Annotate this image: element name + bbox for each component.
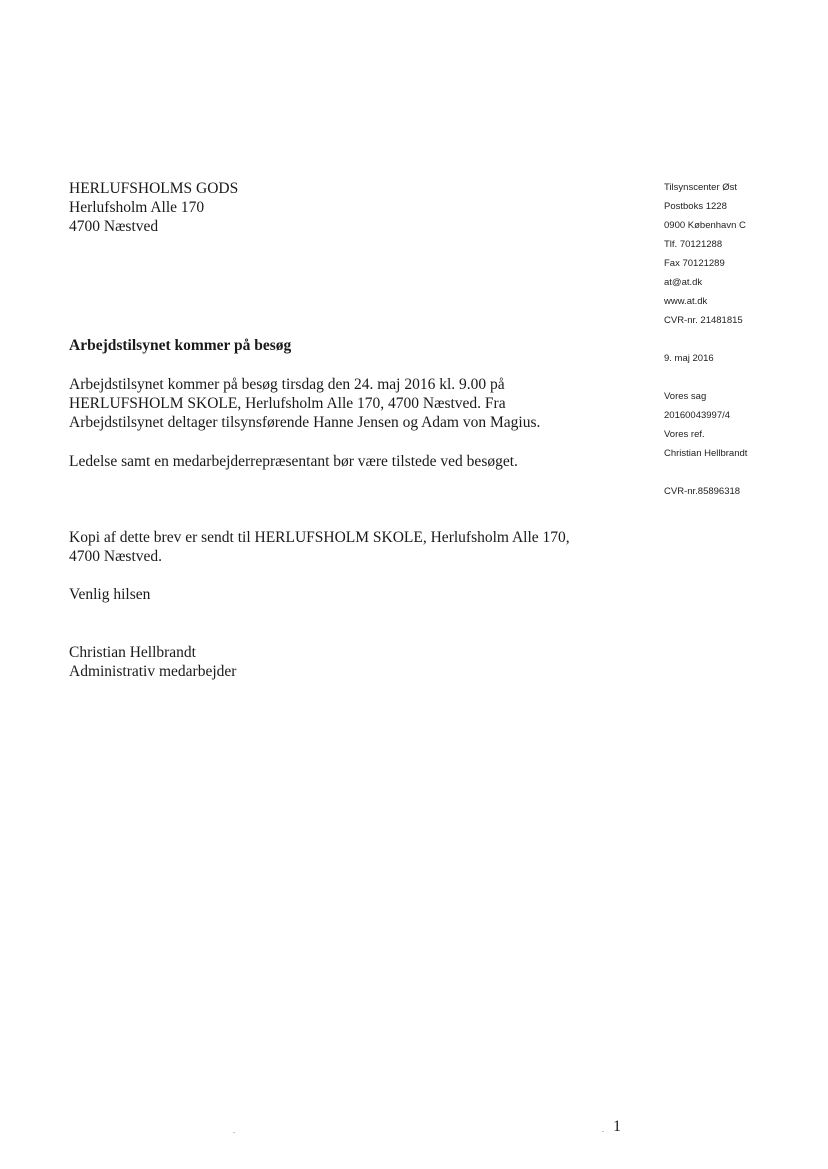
sender-city: 0900 København C <box>664 220 746 231</box>
sender-po-box: Postboks 1228 <box>664 201 727 212</box>
sender-phone: Tlf. 70121288 <box>664 239 723 250</box>
signature-name: Christian Hellbrandt <box>69 644 196 661</box>
signature-block <box>69 643 236 681</box>
recipient-cvr: CVR-nr.85896318 <box>664 486 741 497</box>
body-paragraph-copy <box>69 528 629 566</box>
case-label: Vores sag <box>664 391 707 402</box>
case-number: 20160043997/4 <box>664 410 731 421</box>
body-line: Kopi af dette brev er sendt til HERLUFSHOLM SKOLE, Herlufsholm Alle 170, <box>69 529 570 546</box>
recipient-name: HERLUFSHOLMS GODS <box>69 180 239 197</box>
letter-date: 9. maj 2016 <box>664 353 714 364</box>
page-number: 1 <box>613 1118 621 1135</box>
scan-speck <box>602 1131 604 1132</box>
body-line: Arbejdstilsynet deltager tilsynsførende Hanne Jensen og Adam von Magius. <box>69 414 541 431</box>
closing-text: Venlig hilsen <box>69 586 151 603</box>
body-paragraph-visit <box>69 375 629 432</box>
body-line: Ledelse samt en medarbejderrepræsentant bør være tilstede ved besøget. <box>69 453 518 470</box>
body-line: Arbejdstilsynet kommer på besøg tirsdag den 24. maj 2016 kl. 9.00 på <box>69 376 505 393</box>
recipient-address <box>69 179 489 236</box>
sender-email: at@at.dk <box>664 277 703 288</box>
body-line: HERLUFSHOLM SKOLE, Herlufsholm Alle 170, 4700 Næstved. Fra <box>69 395 506 412</box>
ref-name: Christian Hellbrandt <box>664 448 748 459</box>
recipient-street: Herlufsholm Alle 170 <box>69 199 205 216</box>
ref-label: Vores ref. <box>664 429 705 440</box>
recipient-city: 4700 Næstved <box>69 218 159 235</box>
body-paragraph-attendance <box>69 452 629 471</box>
sender-web: www.at.dk <box>664 296 708 307</box>
scan-speck <box>233 1132 235 1133</box>
closing-greeting <box>69 585 150 604</box>
signature-title: Administrativ medarbejder <box>69 663 237 680</box>
sender-cvr: CVR-nr. 21481815 <box>664 315 743 326</box>
sender-details <box>664 178 814 501</box>
letter-subject: Arbejdstilsynet kommer på besøg <box>69 337 292 354</box>
sender-office: Tilsynscenter Øst <box>664 182 738 193</box>
sender-fax: Fax 70121289 <box>664 258 725 269</box>
body-line: 4700 Næstved. <box>69 548 162 565</box>
